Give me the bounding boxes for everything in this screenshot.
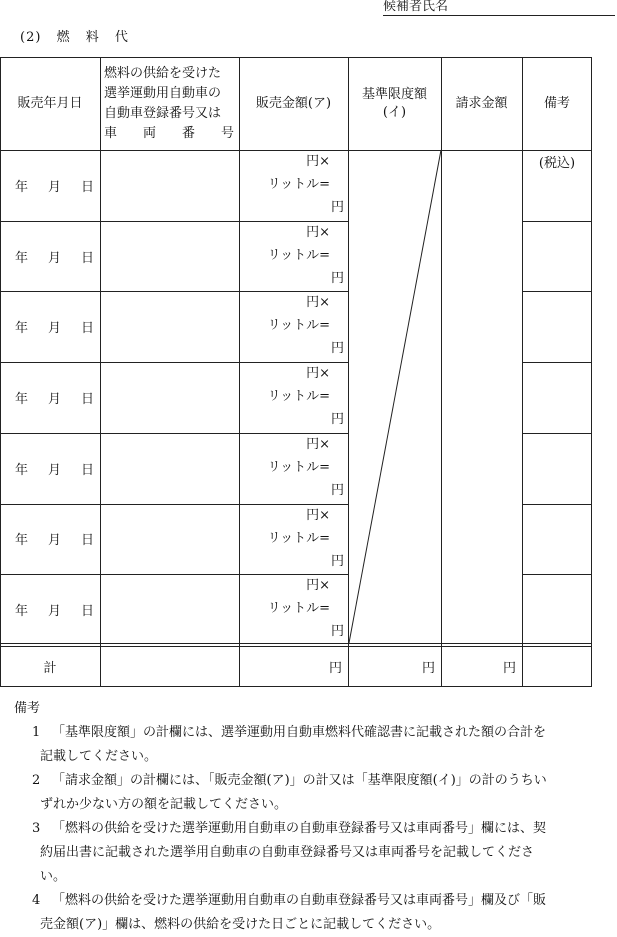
grid-line: [0, 686, 592, 687]
header-limit-line-1: 基準限度額: [361, 86, 427, 102]
sales-amount-cell[interactable]: [239, 574, 348, 645]
amount-yen: 円: [330, 412, 344, 428]
header-vehicle-line-2: 選挙運動用自動車の: [104, 85, 222, 101]
header-remarks: 備考: [543, 95, 570, 111]
date-cell[interactable]: [0, 221, 100, 292]
section-title-char-2: 料: [85, 30, 100, 45]
notes-section: [14, 697, 614, 937]
section-title-char-1: 燃: [56, 30, 71, 45]
year-label: 年: [14, 391, 28, 407]
grid-line: [522, 504, 592, 505]
header-limit-line-2: (イ): [382, 104, 407, 120]
grid-line: [0, 291, 348, 292]
total-remarks-cell[interactable]: [522, 645, 592, 687]
note-number: 4: [32, 893, 41, 908]
day-label: 日: [80, 250, 94, 266]
note-number: 3: [32, 821, 41, 836]
grid-line: [0, 221, 348, 222]
month-label: 月: [47, 604, 61, 620]
sales-amount-cell[interactable]: [239, 291, 348, 362]
grid-line: [522, 362, 592, 363]
remarks-cell[interactable]: [522, 221, 592, 292]
price-per-liter: 円×: [306, 366, 330, 382]
note-item-4: 4 「燃料の供給を受けた選挙運動用自動車の自動車登録番号又は車両番号」欄及び「販 売金額(ア)」欄は、燃料の供給を受けた日ごとに記載してください。: [14, 889, 614, 937]
tax-included-note: (税込): [538, 156, 576, 171]
remarks-cell[interactable]: [522, 433, 592, 504]
section-title-char-3: 代: [114, 30, 129, 45]
header-claim-amount: 請求金額: [455, 95, 508, 111]
date-cell[interactable]: [0, 150, 100, 221]
amount-yen: 円: [330, 200, 344, 215]
remarks-cell[interactable]: [522, 504, 592, 575]
liters: リットル=: [267, 601, 330, 617]
sales-amount-cell[interactable]: [239, 221, 348, 292]
remarks-cell[interactable]: [522, 291, 592, 362]
header-vehicle-number: [100, 57, 239, 150]
vehicle-number-cell[interactable]: [100, 221, 239, 292]
grid-line: [0, 362, 348, 363]
year-label: 年: [14, 321, 28, 337]
total-sales-amount[interactable]: 円: [328, 660, 342, 676]
year-label: 年: [14, 179, 28, 195]
liters: リットル=: [267, 389, 330, 405]
candidate-name-label: 候補者氏名: [383, 0, 449, 14]
sales-amount-cell[interactable]: [239, 362, 348, 433]
amount-yen: 円: [330, 270, 344, 286]
liters: リットル=: [267, 177, 330, 192]
date-cell[interactable]: [0, 291, 100, 362]
total-claim-amount[interactable]: 円: [502, 660, 516, 676]
date-cell[interactable]: [0, 574, 100, 645]
price-per-liter: 円×: [306, 436, 330, 452]
total-label: 計: [43, 660, 57, 676]
price-per-liter: 円×: [306, 224, 330, 240]
sales-amount-cell[interactable]: [239, 433, 348, 504]
grid-line: [522, 433, 592, 434]
date-cell[interactable]: [0, 362, 100, 433]
grid-line: [100, 57, 101, 687]
month-label: 月: [47, 391, 61, 407]
year-label: 年: [14, 462, 28, 478]
vehicle-number-cell[interactable]: [100, 574, 239, 645]
remarks-cell[interactable]: [522, 574, 592, 645]
note-item-3: 3 「燃料の供給を受けた選挙運動用自動車の自動車登録番号又は車両番号」欄には、契 約届出書に記載された選挙用自動車の自動車登録番号又は車両番号を記載してくださ い。: [14, 817, 614, 889]
grid-line: [522, 574, 592, 575]
liters: リットル=: [267, 318, 330, 334]
price-per-liter: 円×: [306, 154, 330, 169]
vehicle-number-cell[interactable]: [100, 291, 239, 362]
remarks-cell[interactable]: [522, 362, 592, 433]
grid-line: [522, 57, 523, 687]
day-label: 日: [80, 179, 94, 195]
price-per-liter: 円×: [306, 295, 330, 311]
amount-yen: 円: [330, 624, 344, 640]
header-vehicle-line-1: 燃料の供給を受けた: [104, 65, 222, 81]
fuel-cost-table: [0, 57, 592, 687]
year-label: 年: [14, 604, 28, 620]
notes-heading: 備考: [14, 701, 41, 716]
candidate-name-field[interactable]: [383, 0, 615, 16]
claim-amount-merged-cell[interactable]: [441, 150, 522, 645]
note-number: 2: [32, 773, 41, 788]
header-sales-amount: 販売金額(ア): [255, 95, 332, 111]
section-number: (2): [20, 30, 42, 45]
grid-line: [522, 221, 592, 222]
vehicle-number-cell[interactable]: [100, 433, 239, 504]
month-label: 月: [47, 321, 61, 337]
grid-line: [522, 291, 592, 292]
price-per-liter: 円×: [306, 578, 330, 594]
section-title: [20, 26, 139, 45]
liters: リットル=: [267, 459, 330, 475]
header-vehicle-line-4: 車 両 番 号: [104, 125, 235, 141]
header-vehicle-line-3: 自動車登録番号又は: [104, 105, 222, 121]
grid-line: [0, 433, 348, 434]
sales-amount-cell[interactable]: [239, 504, 348, 575]
day-label: 日: [80, 462, 94, 478]
date-cell[interactable]: [0, 504, 100, 575]
grid-line: [0, 574, 348, 575]
month-label: 月: [47, 250, 61, 266]
grid-line: [0, 646, 592, 647]
month-label: 月: [47, 462, 61, 478]
vehicle-number-cell[interactable]: [100, 150, 239, 221]
day-label: 日: [80, 391, 94, 407]
month-label: 月: [47, 179, 61, 195]
sales-amount-cell[interactable]: [239, 150, 348, 221]
day-label: 日: [80, 321, 94, 337]
grid-line: [0, 57, 592, 58]
grid-line: [591, 57, 592, 687]
note-item-1: 1 「基準限度額」の計欄には、選挙運動用自動車燃料代確認書に記載された額の合計を 記載してください。: [14, 721, 614, 769]
amount-yen: 円: [330, 341, 344, 357]
total-vehicle-cell[interactable]: [100, 645, 239, 687]
header-date: 販売年月日: [17, 95, 83, 111]
liters: リットル=: [267, 247, 330, 263]
note-item-2: 2 「請求金額」の計欄には、「販売金額(ア)」の計又は「基準限度額(イ)」の計のうちい ずれか少ない方の額を記載してください。: [14, 769, 614, 817]
grid-line: [0, 57, 1, 687]
vehicle-number-cell[interactable]: [100, 504, 239, 575]
amount-yen: 円: [330, 553, 344, 569]
date-cell[interactable]: [0, 433, 100, 504]
note-number: 1: [32, 725, 41, 740]
remarks-cell[interactable]: [522, 150, 592, 221]
liters: リットル=: [267, 530, 330, 546]
amount-yen: 円: [330, 482, 344, 498]
total-limit-amount[interactable]: 円: [421, 660, 435, 676]
year-label: 年: [14, 250, 28, 266]
day-label: 日: [80, 604, 94, 620]
header-limit-amount: [348, 57, 441, 150]
grid-line: [0, 504, 348, 505]
price-per-liter: 円×: [306, 507, 330, 523]
year-label: 年: [14, 533, 28, 549]
limit-amount-merged-cell[interactable]: [348, 150, 441, 645]
vehicle-number-cell[interactable]: [100, 362, 239, 433]
day-label: 日: [80, 533, 94, 549]
grid-line: [239, 57, 240, 687]
month-label: 月: [47, 533, 61, 549]
